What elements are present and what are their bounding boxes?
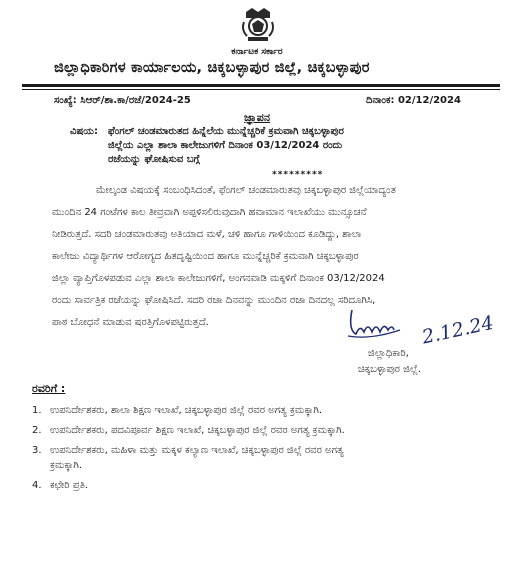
body-line: ಪಾಠ ಬೋಧನೆ ಮಾಡುವ ಷರತ್ತಿಗೊಳಪಟ್ಟಿರುತ್ತದೆ. <box>52 317 209 328</box>
signatory-district: ಚಿಕ್ಕಬಳ್ಳಾಪುರ ಜಿಲ್ಲೆ. <box>358 364 422 375</box>
office-title: ಜಿಲ್ಲಾಧಿಕಾರಿಗಳ ಕಾರ್ಯಾಲಯ, ಚಿಕ್ಕಬಳ್ಳಾಪುರ ಜಿಲ್ಲೆ, ಚಿಕ್ಕಬಳ್ಳಾಪುರ <box>54 60 370 76</box>
state-emblem-icon <box>238 4 278 46</box>
body-line: ರಂದು ಸಾರ್ವತ್ರಿಕ ರಜೆಯನ್ನು ಘೋಷಿಸಿದೆ. ಸದರಿ ರಜಾ ದಿನವನ್ನು ಮುಂದಿನ ರಜಾ ದಿನದಲ್ಲ ಸರಿದೂಗಿಸಿ, <box>52 295 376 306</box>
government-label: ಕರ್ನಾಟಕ ಸರ್ಕಾರ <box>231 47 283 57</box>
subject-line: ರಜೆಯನ್ನು ಘೋಷಿಸುವ ಬಗ್ಗೆ <box>108 154 200 165</box>
subject-line: ಜಿಲ್ಲೆಯ ಎಲ್ಲಾ ಶಾಲಾ ಕಾಲೇಜುಗಳಿಗೆ ದಿನಾಂಕ 03/12/2024 ರಂದು <box>108 140 343 151</box>
copy-item-continuation: ಕ್ರಮಕ್ಕಾಗಿ. <box>50 460 83 471</box>
copy-item: 4. ಕಛೇರಿ ಪ್ರತಿ. <box>32 480 89 491</box>
document-date: ದಿನಾಂಕ: 02/12/2024 <box>366 95 461 106</box>
signature-icon <box>330 300 500 350</box>
body-line: ನೀಡಿರುತ್ತದೆ. ಸದರಿ ಚಂಡಮಾರುತವು ಅತಿಯಾದ ಮಳೆ, ಚಳಿ ಹಾಗೂ ಗಾಳಿಯಿಂದ ಕೂಡಿದ್ದು, ಶಾಲಾ <box>52 229 362 240</box>
subject-line: ಫೆಂಗಲ್ ಚಂಡಮಾರುತದ ಹಿನ್ನೆಲೆಯ ಮುನ್ನೆಚ್ಚರಿಕೆ ಕ್ರಮವಾಗಿ ಚಿಕ್ಕಬಳ್ಳಾಪುರ <box>108 126 344 137</box>
reference-number: ಸಂಖ್ಯೆ: ಸಿಆರ್/ಶಾ.ಕಾ/ರಜೆ/2024-25 <box>54 95 191 106</box>
copies-heading: ರವರಿಗೆ : <box>32 382 66 395</box>
subject-label: ವಿಷಯ: <box>70 126 98 137</box>
signature-date: 2.12.24 <box>420 311 496 349</box>
separator: ********* <box>272 170 324 180</box>
notice-title: ಜ್ಞಾಪನ <box>244 111 270 124</box>
header-divider-thin <box>22 89 500 90</box>
copy-item: 1. ಉಪನಿರ್ದೇಶಕರು, ಶಾಲಾ ಶಿಕ್ಷಣ ಇಲಾಖೆ, ಚಿಕ್ಕಬಳ್ಳಾಪುರ ಜಿಲ್ಲೆ ರವರ ಅಗತ್ಯ ಕ್ರಮಕ್ಕಾಗಿ. <box>32 405 323 416</box>
copy-item: 2. ಉಪನಿರ್ದೇಶಕರು, ಪದವಿಪೂರ್ವ ಶಿಕ್ಷಣ ಇಲಾಖೆ, ಚಿಕ್ಕಬಳ್ಳಾಪುರ ಜಿಲ್ಲೆ ರವರ ಅಗತ್ಯ ಕ್ರಮಕ್ಕಾಗಿ. <box>32 425 345 436</box>
body-line: ಕಾಲೇಜು ವಿದ್ಯಾರ್ಥಿಗಳ ಆರೋಗ್ಯದ ಹಿತದೃಷ್ಟಿಯಿಂದ ಹಾಗೂ ಮುನ್ನೆಚ್ಚರಿಕೆ ಕ್ರಮವಾಗಿ ಚಿಕ್ಕಬಳ್ಳಾಪುರ <box>52 251 359 262</box>
body-line: ಜಿಲ್ಲಾ ವ್ಯಾಪ್ತಿಗೊಳಪಡುವ ಎಲ್ಲಾ ಶಾಲಾ ಕಾಲೇಜುಗಳಿಗೆ, ಅಂಗನವಾಡಿ ಮಕ್ಕಳಿಗೆ ದಿನಾಂಕ 03/12/2024 <box>52 273 385 284</box>
body-line: ಮುಂದಿನ 24 ಗಂಟೆಗಳ ಕಾಲ ತೀವ್ರವಾಗಿ ಅಪ್ಪಳಿಸಲಿರುವುದಾಗಿ ಹವಾಮಾನ ಇಲಾಖೆಯು ಮುನ್ಸೂಚನೆ <box>52 207 367 218</box>
signatory-designation: ಜಿಲ್ಲಾಧಿಕಾರಿ, <box>368 348 409 359</box>
header-divider-thick <box>22 84 500 87</box>
copy-item: 3. ಉಪನಿರ್ದೇಶಕರು, ಮಹಿಳಾ ಮತ್ತು ಮಕ್ಕಳ ಕಲ್ಯಾಣ ಇಲಾಖೆ, ಚಿಕ್ಕಬಳ್ಳಾಪುರ ಜಿಲ್ಲೆ ರವರ ಅಗತ್ಯ <box>32 445 344 456</box>
body-line: ಮೇಲ್ಕಂಡ ವಿಷಯಕ್ಕೆ ಸಂಬಂಧಿಸಿದಂತೆ, ಫೆಂಗಲ್ ಚಂಡಮಾರುತವು ಚಿಕ್ಕಬಳ್ಳಾಪುರ ಜಿಲ್ಲೆಯಾದ್ಯಂತ <box>96 185 396 196</box>
